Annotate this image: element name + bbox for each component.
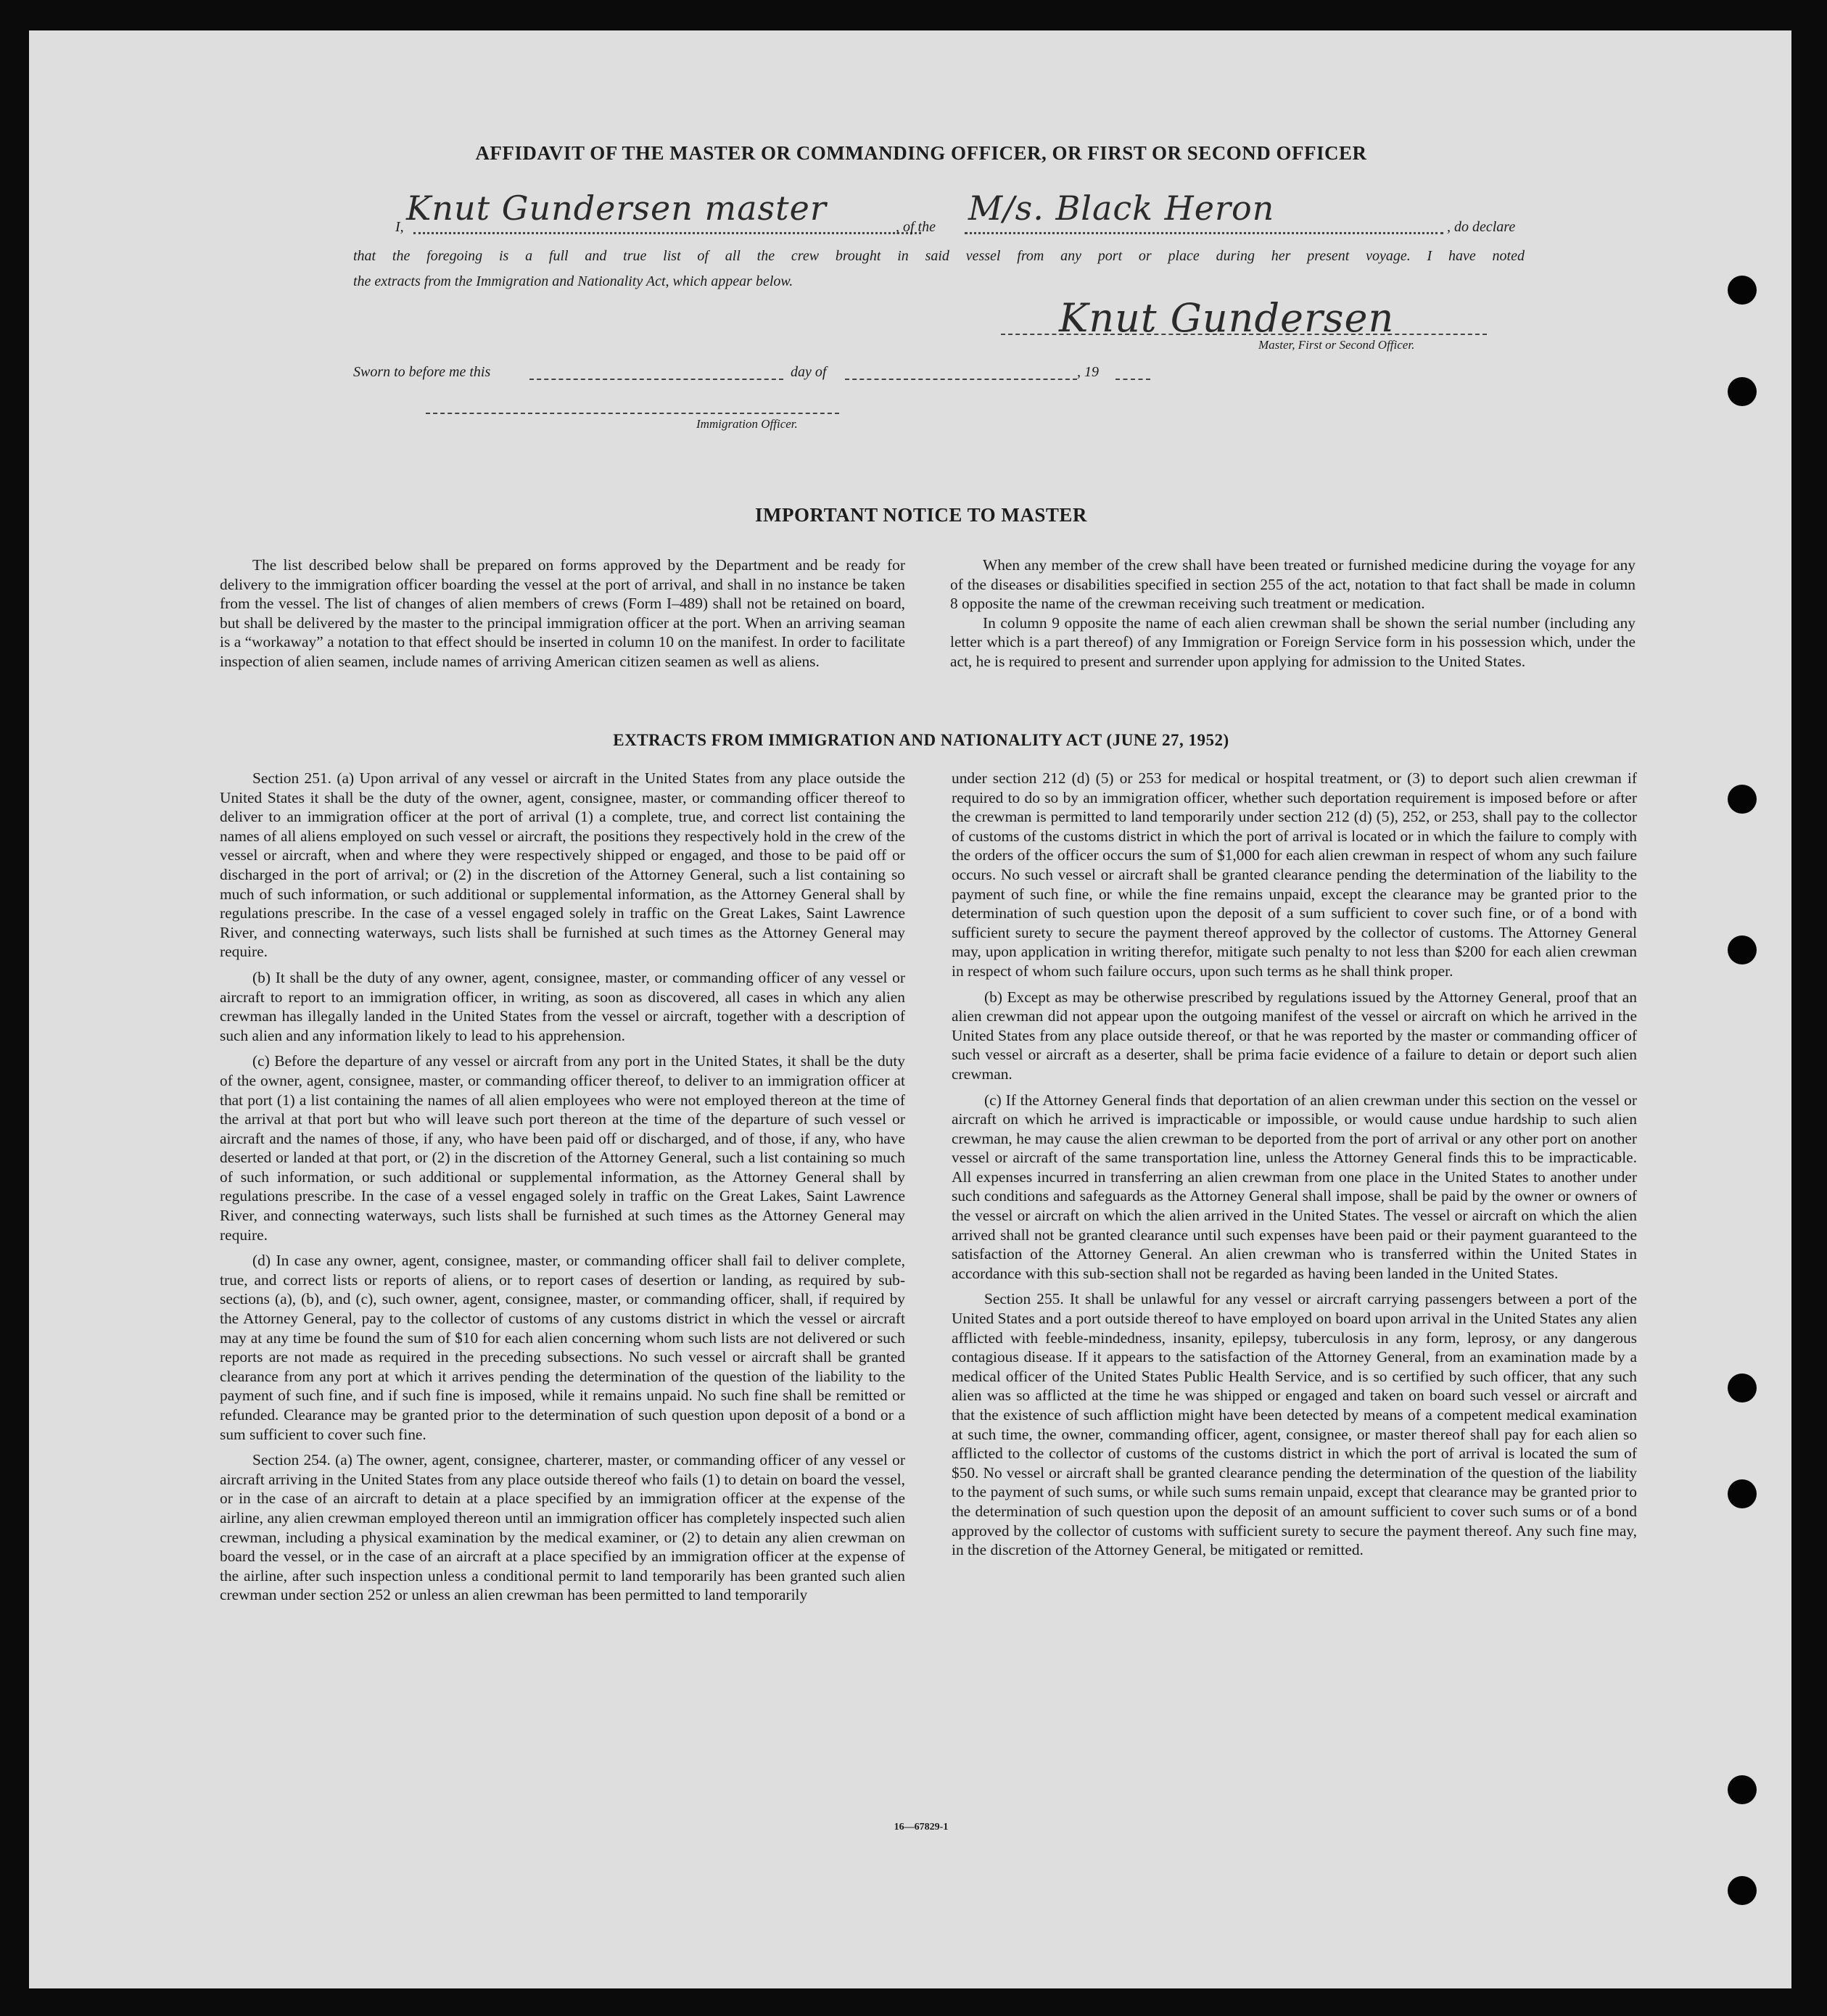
declarant-name-handwritten: Knut Gundersen master [406,189,827,228]
notice-left-paragraph: The list described below shall be prepared on forms approved by the Department and be ready for delivery to the immigration officer boarding the vessel at the port of arrival, and shall in no instance be taken from the vessel. The list of changes of alien members of crews (Form I–489) shall not be retained on board, but shall be delivered by the master to the principal immigration officer at the port. When an arriving seaman is a “workaway” a notation to that effect should be inserted in column 10 on the manifest. In order to facilitate inspection of alien seamen, include names of arriving American citizen seamen as well as aliens. [220,556,905,670]
section-254-c: (c) If the Attorney General finds that deportation of an alien crewman under this section on the vessel or aircraft on which he arrived is impracticable or impossible, or would cause undue hardship to such alien crewman, he may cause the alien crewman to be deported from the port of arrival or any other port on another vessel or aircraft of the same transportation line, unless the Attorney General finds this to be impracticable. All expenses incurred in transferring an alien crewman from one place in the United States to another under such conditions and safeguards as the Attorney General shall impose, shall be paid by the owner or owners of the vessel or aircraft on which the alien arrived in the United States. The vessel or aircraft on which the alien arrived shall not be granted clearance until such expenses have been paid or their payment guaranteed to the satisfaction of the Attorney General. An alien crewman who is transferred within the United States in accordance with this sub-section shall not be regarded as having been landed in the United States. [952,1091,1637,1282]
signature-line [1001,334,1487,335]
do-declare: , do declare [1447,219,1516,235]
notice-title: IMPORTANT NOTICE TO MASTER [755,504,1087,526]
declarant-prefix: I, [395,219,404,235]
section-251-d: (d) In case any owner, agent, consignee, master, or commanding officer shall fail to deliver complete, true, and correct lists or reports of aliens, or to report cases of desertion or landing, as required by sub-sections (a), (b), and (c), such owner, agent, consignee, master, or commanding officer, shall, if required by the Attorney General, pay to the collector of customs of any customs district in which the vessel or aircraft may at any time be found the sum of $10 for each alien concerning whom such lists are not delivered or such reports are not made as required in the preceding subsections. No such vessel or aircraft shall be granted clearance from any port at which it arrives pending the determination of the question of the liability to the payment of such fine, and if such fine is imposed, while it remains unpaid. No such fine shall be remitted or refunded. Clearance may be granted prior to the determination of such question upon deposit of a bond or a sum sufficient to cover such fine. [220,1252,905,1443]
extracts-title: EXTRACTS FROM IMMIGRATION AND NATIONALITY ACT (JUNE 27, 1952) [613,731,1229,749]
binder-hole [1728,1373,1757,1402]
binder-hole [1728,1479,1757,1508]
section-251-c: (c) Before the departure of any vessel or aircraft from any port in the United States, it shall be the duty of the owner, agent, consignee, master, or commanding officer thereof, to deliver to an immigration officer at that port (1) a list containing the names of all alien employees who were not employed thereon at the time of the arrival at that port but who will leave such port thereon at the time of the departure of such vessel or aircraft and the names of those, if any, who have been paid off or discharged, and of those, if any, who have deserted or landed at that port, or (2) in the discretion of the Attorney General, such a list containing so much of such information, or such additional or supplemental information, as the Attorney General shall by regulations prescribe. In the case of a vessel engaged solely in traffic on the Great Lakes, Saint Lawrence River, and connecting waterways, such lists shall be furnished at such times as the Attorney General may require. [220,1052,905,1244]
vessel-name-handwritten: M/s. Black Heron [968,189,1275,228]
section-254-a: Section 254. (a) The owner, agent, consignee, charterer, master, or commanding officer of any vessel or aircraft arriving in the United States from any place outside thereof who fails (1) to detain on board the vessel, or in the case of an aircraft to detain at a place specified by an immigration officer at the expense of the airline, any alien crewman employed thereon until an immigration officer has completely inspected such alien crewman, including a physical examination by the medical examiner, or (2) to detain any alien crewman on board the vessel, or in the case of an aircraft at a place specified by an immigration officer at the expense of the airline, after such inspection unless a conditional permit to land temporarily has been granted such alien crewman under section 252 or unless an alien crewman has been permitted to land temporarily [220,1451,905,1604]
section-251-b: (b) It shall be the duty of any owner, agent, consignee, master, or commanding officer of any vessel or aircraft to report to an immigration officer, in writing, as soon as discovered, all cases in which any alien crewman has illegally landed in the United States from the vessel or aircraft, together with a description of such alien and any information likely to lead to his apprehension. [220,968,905,1044]
extracts-right-column [952,769,1637,1566]
section-254-a-continued: under section 212 (d) (5) or 253 for medical or hospital treatment, or (3) to deport such alien crewman if required to do so by an immigration officer, whether such deportation requirement is imposed before or after the crewman is permitted to land temporarily under section 212 (d) (5), 252, or 253, shall pay to the collector of customs of the customs district in which the port of arrival is located or in which the failure to comply with the orders of the officer occurs the sum of $1,000 for each alien crewman in respect of whom any such failure occurs. No such vessel or aircraft shall be granted clearance pending the determination of the liability to the payment of such fine, or while the fine remains unpaid, except the clearance may be granted prior to the determination of such question upon the deposit of a sum sufficient to cover such fine, or of a bond with sufficient surety to secure the payment thereof approved by the collector of customs. The Attorney General may, upon application in writing therefor, mitigate such penalty to not less than $200 for each alien crewman in respect of whom such failure occurs, upon such terms as he shall think proper. [952,769,1637,980]
notice-right-paragraph-1: When any member of the crew shall have been treated or furnished medicine during the voyage for any of the diseases or disabilities specified in section 255 of the act, notation to that fact shall be made in column 8 opposite the name of the crewman receiving such treatment or medication. [950,556,1636,613]
affidavit-title: AFFIDAVIT OF THE MASTER OR COMMANDING OFFICER, OR FIRST OR SECOND OFFICER [475,142,1367,164]
notice-left-column [220,555,905,678]
section-254-b: (b) Except as may be otherwise prescribed by regulations issued by the Attorney General, proof that an alien crewman did not appear upon the outgoing manifest of the vessel or aircraft on which he arrived in the United States from any place outside thereof, or that he was reported by the master or commanding officer of such vessel or aircraft as a deserter, shall be prima facie evidence of a failure to detain or deport such alien crewman. [952,988,1637,1083]
day-of-label: day of [791,364,827,380]
declaration-line-1: that the foregoing is a full and true list of all the crew brought in said vessel from any port or place during her present voyage. I have noted [353,248,1525,264]
declarant-line [413,232,921,234]
sworn-month-line [845,379,1077,380]
vessel-line [965,232,1443,234]
binder-hole [1728,935,1757,964]
signature-caption: Master, First or Second Officer. [1258,338,1415,352]
form-number: 16—67829-1 [894,1822,949,1833]
binder-hole [1728,276,1757,305]
binder-hole [1728,1876,1757,1905]
notice-right-paragraph-2: In column 9 opposite the name of each alien crewman shall be shown the serial number (including any letter which is a part thereof) of any Immigration or Foreign Service form in his possession which, under the act, he is required to present and surrender upon applying for admission to the United States. [950,614,1636,670]
section-255: Section 255. It shall be unlawful for any vessel or aircraft carrying passengers between a port of the United States and a port outside thereof to have employed on board upon arrival in the United States any alien afflicted with feeble-mindedness, insanity, epilepsy, tuberculosis in any form, leprosy, or any dangerous contagious disease. If it appears to the satisfaction of the Attorney General, from an examination made by a medical officer of the United States Public Health Service, and is so certified by such officer, that any such alien was so afflicted at the time he was shipped or engaged and taken on board such vessel or aircraft and that the existence of such affliction might have been detected by means of a competent medical examination at such time, the owner, commanding officer, agent, consignee, or master thereof shall pay for each alien so afflicted to the collector of customs of the customs district in which the port of arrival is located the sum of $50. No vessel or aircraft shall be granted clearance pending the determination of the question of the liability to the payment of such sums, or while such sums remain unpaid, except that clearance may be granted prior to the determination of such question upon the deposit of an amount sufficient to cover such sums or of a bond approved by the collector of customs with sufficient surety to secure the payment thereof. Any such fine may, in the discretion of the Attorney General, be mitigated or remitted. [952,1290,1637,1559]
year-prefix: , 19 [1077,364,1099,380]
binder-hole [1728,377,1757,406]
vessel-prefix: , of the [896,219,936,235]
binder-hole [1728,785,1757,814]
sworn-label: Sworn to before me this [353,364,491,380]
officer-caption: Immigration Officer. [696,417,798,431]
master-signature-handwritten: Knut Gundersen [1059,295,1395,341]
document-page [29,30,1791,1988]
notice-right-column [950,555,1636,678]
officer-signature-line [426,413,839,414]
sworn-day-line [529,379,783,380]
extracts-left-column [220,769,905,1611]
section-251-a: Section 251. (a) Upon arrival of any vessel or aircraft in the United States from any place outside the United States it shall be the duty of the owner, agent, consignee, master, or commanding officer thereof to deliver to an immigration officer at the port of arrival (1) a complete, true, and correct list containing the names of all aliens employed on such vessel or aircraft, the positions they respectively hold in the crew of the vessel or aircraft, when and where they were respectively shipped or engaged, and those to be paid off or discharged in the port of arrival; or (2) in the discretion of the Attorney General, such a list containing so much of such information, or such additional or supplemental information, as the Attorney General shall by regulations prescribe. In the case of a vessel engaged solely in traffic on the Great Lakes, Saint Lawrence River, and connecting waterways, such lists shall be furnished at such times as the Attorney General may require. [220,769,905,961]
sworn-year-line [1115,379,1150,380]
declaration-line-2: the extracts from the Immigration and Nationality Act, which appear below. [353,273,793,289]
binder-hole [1728,1775,1757,1804]
